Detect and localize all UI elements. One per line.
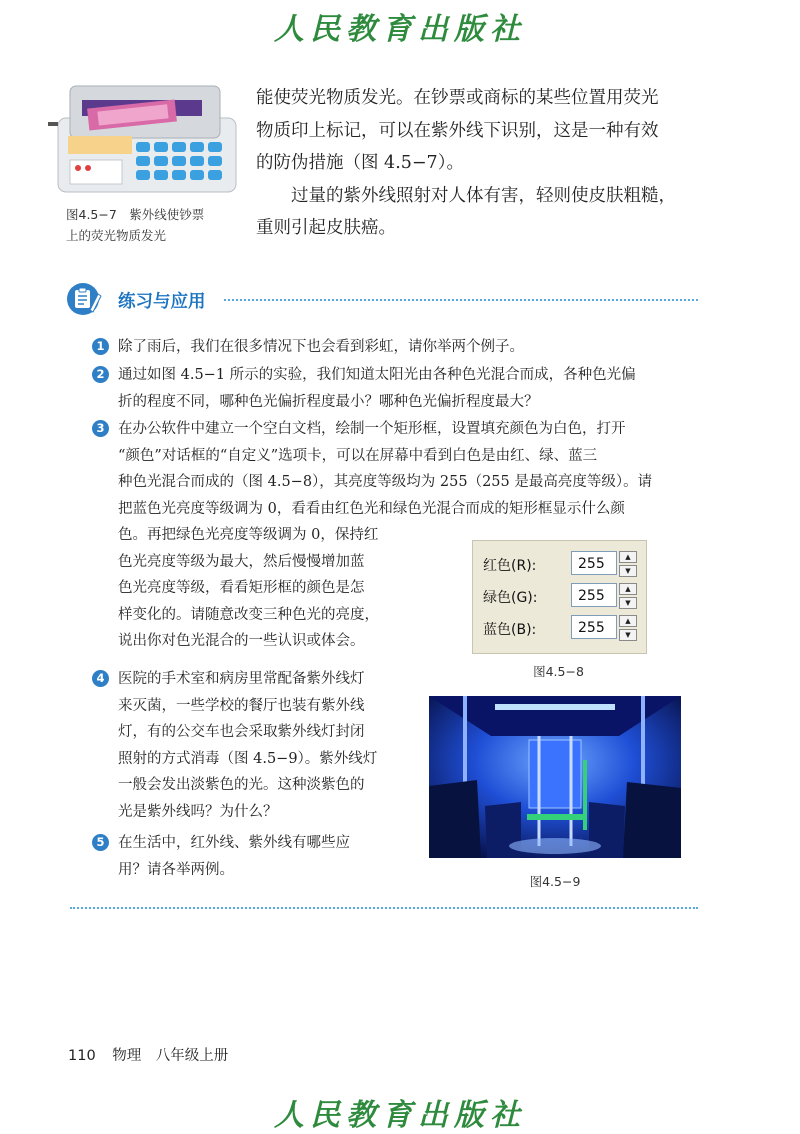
exercise-2: 2 通过如图 4.5−1 所示的实验，我们知道太阳光由各种色光混合而成，各种色光偏 折的程度不同，哪种色光偏折程度最小？哪种色光偏折程度最大？ [92, 362, 728, 415]
book-title: 物理 八年级上册 [112, 1048, 229, 1064]
exercise-number-badge: 5 [92, 834, 109, 851]
figure-4-5-9-caption: 图4.5−9 [529, 874, 581, 889]
exercise-number-badge: 2 [92, 366, 109, 383]
up-arrow-icon[interactable]: ▲ [619, 583, 637, 595]
exercise-3: 3 在办公软件中建立一个空白文档，绘制一个矩形框，设置填充颜色为白色，打开 “颜色”对话框的“自定义”选项卡，可以在屏幕中看到白色是由红、绿、蓝三 种色光混合而成的（图 4.5−8），其亮度等级均为 255（255 是最高亮度等级）。请 把蓝色光亮度等级调为 0，看看由红色光和绿色光混合而成的矩形框显示什么颜 色。再把绿色光亮度等级调为 0，保持红 色光亮度等级为最大，然后慢慢增加蓝 色光亮度等级，看看矩形框的颜色是怎 样变化的。请随意改变三种色光的亮度， 说出你对色光混合的一些认识或体会。 [92, 416, 728, 655]
exercise-5: 5 在生活中，红外线、紫外线有哪些应 用？请各举两例。 [92, 830, 428, 883]
publisher-footer: 人民教育出版社 [274, 1098, 526, 1133]
down-arrow-icon[interactable]: ▼ [619, 597, 637, 609]
exercise-4: 4 医院的手术室和病房里常配备紫外线灯 来灭菌，一些学校的餐厅也装有紫外线 灯，有的公交车也会采取紫外线灯封闭 照射的方式消毒（图 4.5−9）。紫外线灯 一般会发出淡紫色的光。这种淡紫色的 光是紫外线吗？为什么？ [92, 666, 428, 825]
blue-value-field[interactable]: 255 [571, 615, 617, 639]
red-row: 红色(R): 255 ▲ ▼ [483, 551, 643, 577]
green-spinner[interactable] [619, 583, 637, 607]
down-arrow-icon[interactable]: ▼ [619, 565, 637, 577]
publisher-header: 人民教育出版社 [274, 12, 526, 47]
exercise-1: 1 除了雨后，我们在很多情况下也会看到彩虹，请你举两个例子。 [92, 334, 728, 361]
figure-4-5-8-caption: 图4.5−8 [533, 664, 584, 679]
red-value-field[interactable]: 255 [571, 551, 617, 575]
exercise-number-badge: 3 [92, 420, 109, 437]
page-footer [68, 1044, 228, 1065]
exercise-number-badge: 4 [92, 670, 109, 687]
section-title: 练习与应用 [118, 292, 206, 312]
top-paragraph: 能使荧光物质发光。在钞票或商标的某些位置用荧光 物质印上标记，可以在紫外线下识别，这是一种有效 的防伪措施（图 4.5−7）。 过量的紫外线照射对人体有害，轻则使皮肤粗糙， 重则引起皮肤癌。 [256, 88, 676, 238]
up-arrow-icon[interactable]: ▲ [619, 551, 637, 563]
green-row: 绿色(G): 255 ▲ ▼ [483, 583, 643, 609]
down-arrow-icon[interactable]: ▼ [619, 629, 637, 641]
banknote-uv-detector-image [48, 78, 244, 196]
green-value-field[interactable]: 255 [571, 583, 617, 607]
figure-4-5-7-caption: 图4.5−7 紫外线使钞票 上的荧光物质发光 [66, 207, 205, 243]
up-arrow-icon[interactable]: ▲ [619, 615, 637, 627]
section-end-divider [70, 907, 698, 909]
color-dialog-figure [472, 540, 647, 654]
blue-row: 蓝色(B): 255 ▲ ▼ [483, 615, 643, 641]
clipboard-pencil-icon [66, 282, 104, 316]
exercise-number-badge: 1 [92, 338, 109, 355]
blue-spinner[interactable] [619, 615, 637, 639]
section-divider [224, 299, 698, 301]
page-number: 110 [68, 1048, 96, 1064]
uv-bus-interior-image [429, 696, 681, 858]
red-spinner[interactable] [619, 551, 637, 575]
